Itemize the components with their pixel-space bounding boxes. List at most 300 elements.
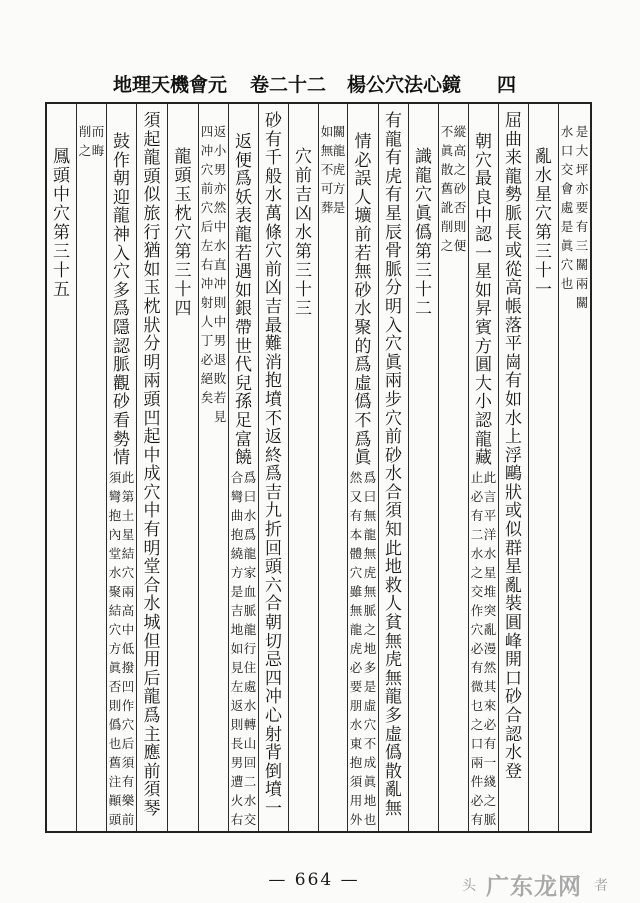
column-section-heading-34 <box>167 104 198 831</box>
glyph: 脈 <box>483 812 497 827</box>
glyph: 回 <box>243 755 257 770</box>
glyph: 凹 <box>143 408 161 429</box>
glyph: 藏 <box>475 448 492 469</box>
glyph: 削 <box>78 124 92 139</box>
glyph: 射 <box>200 295 214 310</box>
glyph: 作 <box>121 698 135 713</box>
glyph: 不 <box>363 736 377 751</box>
glyph: 頭 <box>265 557 282 578</box>
glyph: 眞 <box>385 352 402 373</box>
glyph: 僞 <box>354 392 372 413</box>
glyph: 忌 <box>265 650 282 671</box>
glyph: 小 <box>475 392 492 413</box>
glyph: 四 <box>265 668 282 689</box>
column-verse-with-annotation <box>347 104 378 831</box>
glyph: 脈 <box>243 603 257 618</box>
glyph: 訛 <box>440 200 454 215</box>
glyph: 件 <box>470 774 484 789</box>
glyph: 外 <box>349 812 363 827</box>
glyph: 曰 <box>243 489 257 504</box>
glyph: 堂 <box>143 557 161 578</box>
glyph: 水 <box>354 299 372 320</box>
glyph: 關 <box>575 257 589 272</box>
glyph: 來 <box>483 698 497 713</box>
glyph: 行 <box>243 641 257 656</box>
glyph: 綫 <box>483 774 497 789</box>
annotation-line-left <box>349 468 363 829</box>
glyph: 返 <box>230 698 244 713</box>
glyph: 樂 <box>121 793 135 808</box>
glyph: 爲 <box>265 464 282 485</box>
glyph: 是 <box>363 679 377 694</box>
glyph: 高 <box>121 603 135 618</box>
glyph: 第 <box>53 223 70 243</box>
glyph: 四 <box>200 124 214 139</box>
glyph: 難 <box>265 334 282 355</box>
glyph: 十 <box>535 261 552 281</box>
glyph: 良 <box>475 187 492 208</box>
glyph: 穴 <box>470 622 484 637</box>
glyph: 回 <box>265 538 282 559</box>
glyph: 注 <box>108 774 122 789</box>
glyph: 起 <box>143 129 161 150</box>
glyph: 但 <box>143 631 161 652</box>
annotation <box>229 468 258 868</box>
glyph: 須 <box>385 501 402 522</box>
glyph: 入 <box>113 243 130 264</box>
glyph: 前 <box>200 181 214 196</box>
glyph: 若 <box>354 243 372 264</box>
glyph: 爲 <box>363 470 377 485</box>
watermark-suffix: 者 <box>594 877 608 894</box>
glyph: 關 <box>575 295 589 310</box>
glyph: 水 <box>560 124 574 139</box>
glyph: 然 <box>349 470 363 485</box>
glyph: 虎 <box>349 641 363 656</box>
glyph: 如 <box>505 389 522 410</box>
glyph: 穴 <box>475 150 492 171</box>
glyph: 兩 <box>575 276 589 291</box>
glyph: 左 <box>200 238 214 253</box>
section-heading <box>409 148 438 319</box>
glyph: 玉 <box>143 278 161 299</box>
glyph: 平 <box>483 508 497 523</box>
page-number: — 664 — <box>268 870 360 890</box>
glyph: 東 <box>349 736 363 751</box>
glyph: 凶 <box>295 204 312 224</box>
glyph: 會 <box>560 181 574 196</box>
glyph: 堂 <box>108 546 122 561</box>
column-verse-with-annotation <box>228 104 258 831</box>
glyph: 合 <box>385 482 402 503</box>
glyph: 中 <box>53 185 70 205</box>
glyph: 星 <box>475 262 492 283</box>
glyph: 識 <box>415 147 432 167</box>
glyph: 認 <box>475 410 492 431</box>
glyph: 救 <box>385 575 402 596</box>
glyph: 山 <box>243 736 257 751</box>
annotation-line-left <box>200 122 214 407</box>
glyph: 水 <box>483 546 497 561</box>
glyph: 顚 <box>108 793 122 808</box>
glyph: 結 <box>108 603 122 618</box>
column-section-heading-32 <box>408 104 438 831</box>
glyph: 口 <box>560 143 574 158</box>
glyph: 開 <box>505 650 522 671</box>
glyph: 穴 <box>143 482 161 503</box>
annotation-line-right <box>213 122 227 426</box>
glyph: 隱 <box>113 317 130 338</box>
glyph: 富 <box>235 429 252 450</box>
verse-text <box>469 133 498 468</box>
verse-text <box>379 112 408 819</box>
glyph: 無 <box>349 603 363 618</box>
glyph: 右 <box>230 812 244 827</box>
glyph: 終 <box>265 445 282 466</box>
glyph: 孫 <box>235 392 252 413</box>
glyph: 五 <box>53 280 70 300</box>
glyph: 男 <box>213 162 227 177</box>
glyph: 朋 <box>349 698 363 713</box>
glyph: 九 <box>265 501 282 522</box>
glyph: 脈 <box>505 203 522 224</box>
glyph: 勢 <box>505 185 522 206</box>
glyph: 則 <box>453 219 467 234</box>
glyph: 家 <box>243 565 257 580</box>
glyph: 然 <box>483 660 497 675</box>
glyph: 穴 <box>415 185 432 205</box>
glyph: 從 <box>505 259 522 280</box>
annotation-line-left <box>108 468 122 829</box>
glyph: 第 <box>415 242 432 262</box>
glyph: 穴 <box>265 241 282 262</box>
glyph: 吉 <box>265 482 282 503</box>
glyph: 頭 <box>174 166 192 186</box>
glyph: 低 <box>121 641 135 656</box>
glyph: 第 <box>121 489 135 504</box>
glyph: 直 <box>213 257 227 272</box>
glyph: 猶 <box>143 241 161 262</box>
glyph: 僞 <box>108 717 122 732</box>
glyph: 亂 <box>505 575 522 596</box>
glyph: 砂 <box>354 280 372 301</box>
glyph: 左 <box>230 679 244 694</box>
glyph: 有 <box>143 520 161 541</box>
glyph: 條 <box>265 222 282 243</box>
glyph: 水 <box>108 565 122 580</box>
glyph: 也 <box>108 736 122 751</box>
glyph: 圓 <box>505 613 522 634</box>
glyph: 登 <box>505 761 522 782</box>
glyph: 虎 <box>385 650 402 671</box>
glyph: 心 <box>265 706 282 726</box>
glyph: 聚 <box>354 317 372 338</box>
glyph: 有 <box>483 736 497 751</box>
glyph: 必 <box>483 717 497 732</box>
glyph: 龍 <box>243 546 257 561</box>
glyph: 撥 <box>121 660 135 675</box>
volume-label: 卷二十二 <box>250 74 327 96</box>
glyph: 兩 <box>121 584 135 599</box>
glyph: 亂 <box>535 147 552 167</box>
glyph: 圓 <box>475 355 492 376</box>
column-verse <box>498 104 528 831</box>
glyph: 又 <box>349 489 363 504</box>
glyph: 削 <box>440 219 454 234</box>
glyph: 骨 <box>385 241 402 262</box>
glyph: 水 <box>385 464 402 485</box>
glyph: 散 <box>440 162 454 177</box>
glyph: 便 <box>453 238 467 253</box>
glyph: 抱 <box>108 508 122 523</box>
glyph: 此 <box>121 470 135 485</box>
glyph: 方 <box>230 565 244 580</box>
glyph: 凹 <box>121 679 135 694</box>
glyph: 有 <box>121 774 135 789</box>
glyph: 中 <box>475 206 492 227</box>
annotation <box>469 468 498 868</box>
glyph: 砂 <box>385 445 402 466</box>
glyph: 切 <box>265 631 282 652</box>
glyph: 壙 <box>354 206 372 227</box>
glyph: 折 <box>265 520 282 541</box>
glyph: 散 <box>385 761 402 782</box>
glyph: 中 <box>121 622 135 637</box>
glyph: 前 <box>265 259 282 280</box>
glyph: 交 <box>560 162 574 177</box>
glyph: 爲 <box>354 429 372 450</box>
glyph: 多 <box>385 706 402 726</box>
glyph: 成 <box>363 755 377 770</box>
glyph: 萬 <box>265 203 282 224</box>
glyph: 之 <box>363 622 377 637</box>
glyph: 也 <box>363 812 377 827</box>
glyph: 最 <box>265 315 282 336</box>
glyph: 不 <box>354 410 372 431</box>
glyph: 落 <box>505 315 522 336</box>
column-annotation <box>198 104 228 831</box>
glyph: 穴 <box>200 200 214 215</box>
glyph: 四 <box>174 299 192 319</box>
glyph: 如 <box>475 280 492 301</box>
glyph: 坪 <box>575 162 589 177</box>
glyph: 丁 <box>200 333 214 348</box>
glyph: 則 <box>230 717 244 732</box>
glyph: 勢 <box>113 429 130 450</box>
glyph: 枕 <box>174 204 192 224</box>
glyph: 兒 <box>235 373 252 394</box>
glyph: 龍 <box>174 147 192 167</box>
glyph: 前 <box>354 224 372 245</box>
glyph: 三 <box>535 242 552 262</box>
glyph: 城 <box>143 613 161 634</box>
glyph: 口 <box>470 736 484 751</box>
glyph: 返 <box>265 427 282 448</box>
annotation <box>439 122 468 522</box>
glyph: 鳳 <box>53 147 70 167</box>
verse-text <box>229 133 258 468</box>
glyph: 合 <box>230 470 244 485</box>
glyph: 墳 <box>265 780 282 801</box>
glyph: 有 <box>385 111 402 131</box>
glyph: 龍 <box>235 224 252 245</box>
glyph: 二 <box>243 774 257 789</box>
glyph: 六 <box>265 575 282 596</box>
glyph: 龍 <box>385 687 402 708</box>
glyph: 背 <box>265 743 282 764</box>
glyph: 處 <box>243 679 257 694</box>
glyph: 吉 <box>295 185 312 205</box>
glyph: 要 <box>349 679 363 694</box>
glyph: 遇 <box>235 262 252 283</box>
glyph: 水 <box>295 223 312 243</box>
glyph: 明 <box>385 296 402 317</box>
glyph: 虎 <box>363 565 377 580</box>
glyph: 虛 <box>363 698 377 713</box>
glyph: 止 <box>470 470 484 485</box>
glyph: 聚 <box>108 584 122 599</box>
glyph: 則 <box>108 698 122 713</box>
glyph: 射 <box>265 724 282 745</box>
glyph: 爲 <box>113 299 130 320</box>
glyph: 行 <box>143 222 161 243</box>
glyph: 龍 <box>505 166 522 187</box>
glyph: 處 <box>560 200 574 215</box>
annotation-line-left <box>440 122 454 255</box>
glyph: 如 <box>235 280 252 301</box>
glyph: 饒 <box>235 448 252 469</box>
glyph: 返 <box>235 132 252 152</box>
glyph: 僞 <box>385 743 402 764</box>
glyph: 妖 <box>235 187 252 208</box>
glyph: 三 <box>295 261 312 281</box>
glyph: 言 <box>483 489 497 504</box>
glyph: 一 <box>475 243 492 264</box>
glyph: 穴 <box>121 717 135 732</box>
glyph: 無 <box>363 584 377 599</box>
glyph: 穴 <box>363 717 377 732</box>
glyph: 穴 <box>385 334 402 355</box>
glyph: 眞 <box>415 204 432 224</box>
column-annotation <box>318 104 347 831</box>
verse-text <box>259 112 288 819</box>
section-heading <box>289 148 318 319</box>
glyph: 有 <box>470 812 484 827</box>
glyph: 砂 <box>505 687 522 708</box>
glyph: 有 <box>385 185 402 206</box>
glyph: 人 <box>354 187 372 208</box>
glyph: 關 <box>332 124 346 139</box>
glyph: 龍 <box>385 129 402 150</box>
glyph: 鼓 <box>113 132 130 152</box>
glyph: 有 <box>505 371 522 392</box>
annotation-line-right <box>575 122 589 312</box>
glyph: 脈 <box>363 603 377 618</box>
glyph: 明 <box>143 538 161 559</box>
glyph: 砂 <box>265 111 282 131</box>
verse-text <box>499 112 528 781</box>
glyph: 抱 <box>230 527 244 542</box>
glyph: 賓 <box>475 317 492 338</box>
glyph: 后 <box>143 668 161 689</box>
glyph: 堆 <box>483 584 497 599</box>
glyph: 用 <box>349 793 363 808</box>
glyph: 兩 <box>470 755 484 770</box>
glyph: 凶 <box>265 278 282 299</box>
glyph: 穴 <box>385 408 402 429</box>
glyph: 主 <box>143 724 161 745</box>
glyph: 如 <box>143 259 161 280</box>
glyph: 三 <box>53 242 70 262</box>
glyph: 代 <box>235 355 252 376</box>
glyph: 必 <box>349 660 363 675</box>
glyph: 退 <box>213 352 227 367</box>
glyph: 迎 <box>113 187 130 208</box>
glyph: 水 <box>143 594 161 615</box>
section-heading <box>529 148 558 300</box>
glyph: 水 <box>243 698 257 713</box>
column-continued-annotation <box>558 104 590 831</box>
glyph: 地 <box>363 641 377 656</box>
glyph: 浮 <box>505 445 522 466</box>
glyph: 知 <box>385 520 402 541</box>
glyph: 住 <box>243 660 257 675</box>
annotation-line-left <box>78 122 92 160</box>
glyph: 明 <box>143 352 161 373</box>
glyph: 無 <box>363 508 377 523</box>
column-annotation <box>438 104 468 831</box>
watermark <box>462 868 608 901</box>
glyph: 之 <box>483 793 497 808</box>
glyph: 交 <box>243 812 257 827</box>
glyph: 的 <box>354 336 372 357</box>
glyph: 中 <box>213 219 227 234</box>
glyph: 冲 <box>200 143 214 158</box>
glyph: 方 <box>108 641 122 656</box>
glyph: 眞 <box>363 774 377 789</box>
glyph: 昇 <box>475 299 492 320</box>
glyph: 冲 <box>200 276 214 291</box>
glyph: 不 <box>320 162 334 177</box>
glyph: 爲 <box>354 355 372 376</box>
glyph: 星 <box>121 527 135 542</box>
glyph: 用 <box>143 650 161 671</box>
glyph: 須 <box>143 111 161 131</box>
glyph: 有 <box>470 508 484 523</box>
glyph: 必 <box>470 793 484 808</box>
glyph: 辰 <box>385 222 402 243</box>
glyph: 穴 <box>108 622 122 637</box>
glyph: 認 <box>475 224 492 245</box>
glyph: 土 <box>121 508 135 523</box>
glyph: 頭 <box>53 166 70 186</box>
glyph: 前 <box>295 166 312 186</box>
glyph: 足 <box>235 410 252 431</box>
glyph: 穴 <box>535 204 552 224</box>
glyph: 穴 <box>200 162 214 177</box>
glyph: 是 <box>560 219 574 234</box>
glyph: 帳 <box>505 296 522 317</box>
glyph: 多 <box>113 280 130 301</box>
glyph: 水 <box>213 238 227 253</box>
glyph: 砂 <box>113 392 130 413</box>
glyph: 則 <box>213 295 227 310</box>
annotation <box>559 122 590 522</box>
glyph: 見 <box>213 409 227 424</box>
glyph: 穴 <box>560 257 574 272</box>
glyph: 亦 <box>213 181 227 196</box>
glyph: 来 <box>505 148 522 169</box>
